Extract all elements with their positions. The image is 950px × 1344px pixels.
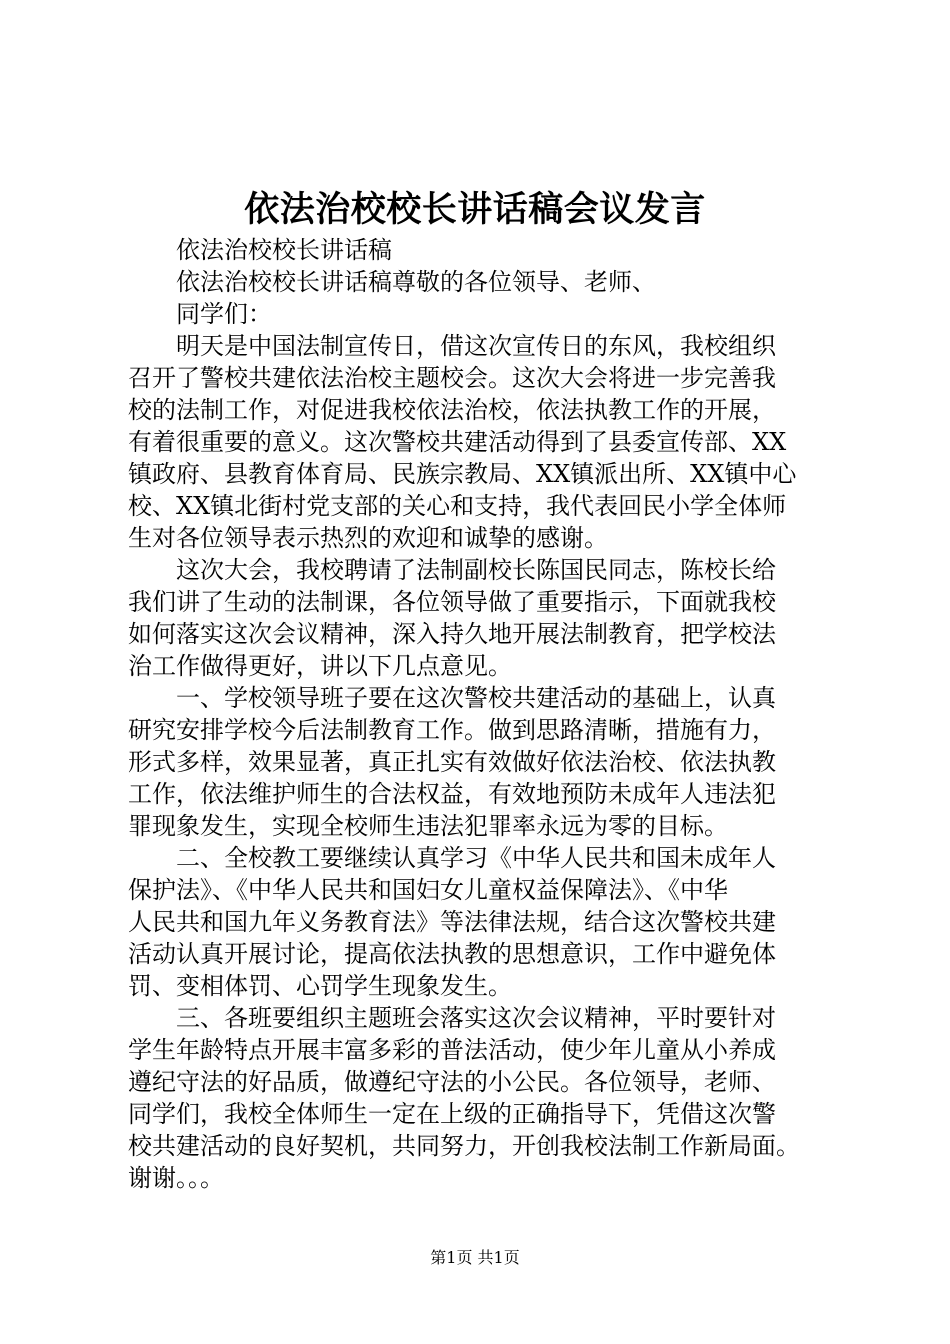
body-line: 罪现象发生，实现全校师生违法犯罪率永远为零的目标。 (128, 812, 728, 840)
body-line: 三、各班要组织主题班会落实这次会议精神，平时要针对 (176, 1004, 776, 1032)
body-line: 学生年龄特点开展丰富多彩的普法活动，使少年儿童从小养成 (128, 1036, 776, 1064)
body-line: 明天是中国法制宣传日，借这次宣传日的东风，我校组织 (176, 332, 776, 360)
body-line: 形式多样，效果显著，真正扎实有效做好依法治校、依法执教 (128, 748, 776, 776)
body-line: 工作，依法维护师生的合法权益，有效地预防未成年人违法犯 (128, 780, 776, 808)
body-line: 校、XX镇北街村党支部的关心和支持，我代表回民小学全体师 (128, 492, 787, 520)
body-line: 校的法制工作，对促进我校依法治校，依法执教工作的开展， (128, 396, 776, 424)
body-line: 罚、变相体罚、心罚学生现象发生。 (128, 972, 512, 1000)
body-line: 遵纪守法的好品质，做遵纪守法的小公民。各位领导，老师、 (128, 1068, 776, 1096)
body-line: 依法治校校长讲话稿尊敬的各位领导、老师、 (176, 268, 656, 296)
body-line: 我们讲了生动的法制课，各位领导做了重要指示，下面就我校 (128, 588, 776, 616)
body-line: 生对各位领导表示热烈的欢迎和诚挚的感谢。 (128, 524, 608, 552)
body-line: 同学们，我校全体师生一定在上级的正确指导下，凭借这次警 (128, 1100, 776, 1128)
body-line: 这次大会，我校聘请了法制副校长陈国民同志，陈校长给 (176, 556, 776, 584)
body-line: 一、学校领导班子要在这次警校共建活动的基础上，认真 (176, 684, 776, 712)
body-line: 研究安排学校今后法制教育工作。做到思路清晰，措施有力， (128, 716, 776, 744)
body-line: 活动认真开展讨论，提高依法执教的思想意识，工作中避免体 (128, 940, 776, 968)
body-line: 二、全校教工要继续认真学习《中华人民共和国未成年人 (176, 844, 776, 872)
page-footer: 第1页 共1页 (430, 1248, 520, 1267)
document-title: 依法治校校长讲话稿会议发言 (244, 190, 706, 230)
body-line: 召开了警校共建依法治校主题校会。这次大会将进一步完善我 (128, 364, 776, 392)
body-line: 如何落实这次会议精神，深入持久地开展法制教育，把学校法 (128, 620, 776, 648)
body-line: 镇政府、县教育体育局、民族宗教局、XX镇派出所、XX镇中心 (128, 460, 797, 488)
document-body (128, 234, 838, 1194)
body-line: 治工作做得更好，讲以下几点意见。 (128, 652, 512, 680)
body-line: 校共建活动的良好契机，共同努力，开创我校法制工作新局面。 (128, 1132, 800, 1160)
body-line: 依法治校校长讲话稿 (176, 236, 392, 264)
body-line: 有着很重要的意义。这次警校共建活动得到了县委宣传部、XX (128, 428, 787, 456)
body-line: 谢谢。。。 (128, 1164, 224, 1192)
body-line: 保护法》、《中华人民共和国妇女儿童权益保障法》、《中华 (128, 876, 728, 904)
body-line: 人民共和国九年义务教育法》等法律法规，结合这次警校共建 (128, 908, 776, 936)
body-line: 同学们： (176, 300, 272, 328)
